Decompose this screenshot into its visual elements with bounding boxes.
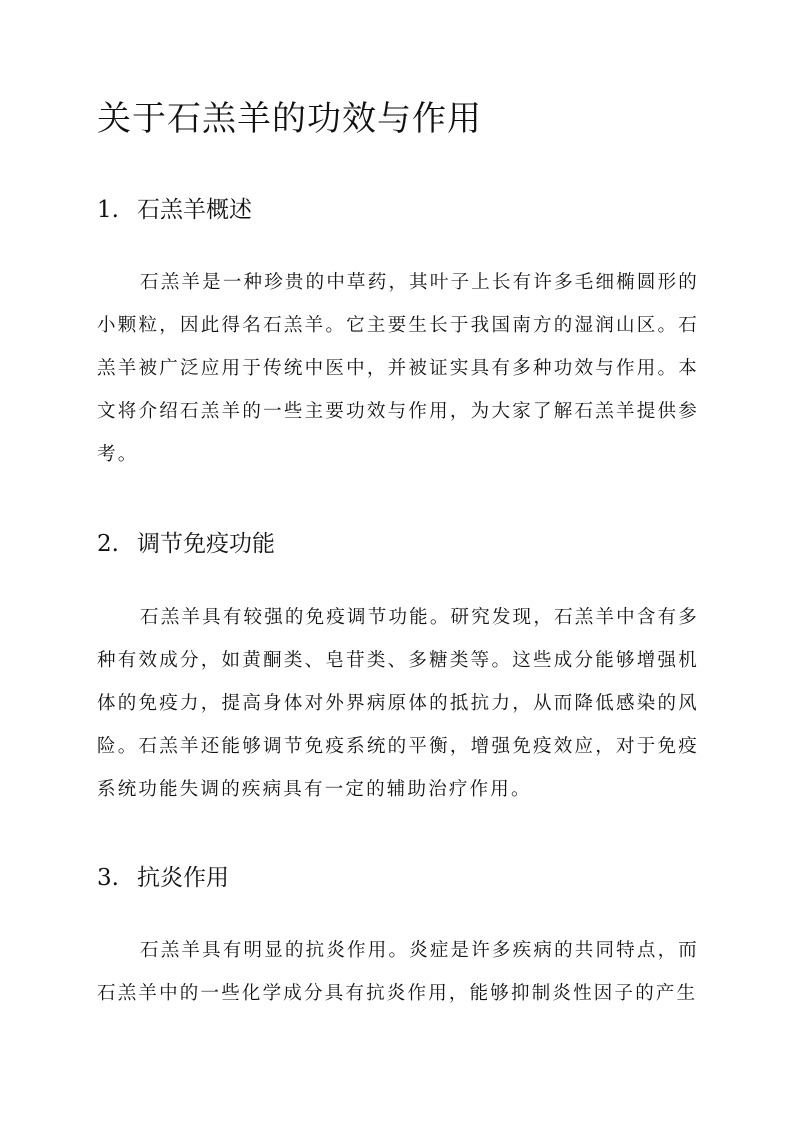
section-number: 2. [97,531,119,557]
section-heading-text: 抗炎作用 [137,865,229,891]
document-title: 关于石羔羊的功效与作用 [97,99,482,139]
section-number: 1. [97,197,119,223]
section-heading-1 [97,194,252,226]
section-paragraph-1: 石羔羊是一种珍贵的中草药，其叶子上长有许多毛细椭圆形的小颗粒，因此得名石羔羊。它主要生长于我国南方的湿润山区。石羔羊被广泛应用于传统中医中，并被证实具有多种功效与作用。本文将介绍石羔羊的一些主要功效与作用，为大家了解石羔羊提供参考。 [97,272,699,465]
section-heading-2 [97,528,275,560]
section-heading-3 [97,862,229,894]
section-paragraph-3: 石羔羊具有明显的抗炎作用。炎症是许多疾病的共同特点，而石羔羊中的一些化学成分具有抗炎作用，能够抑制炎性因子的产生 [97,940,699,1004]
section-heading-text: 调节免疫功能 [137,531,275,557]
section-heading-text: 石羔羊概述 [137,197,252,223]
section-number: 3. [97,865,119,891]
section-paragraph-2: 石羔羊具有较强的免疫调节功能。研究发现，石羔羊中含有多种有效成分，如黄酮类、皂苷类、多糖类等。这些成分能够增强机体的免疫力，提高身体对外界病原体的抵抗力，从而降低感染的风险。石羔羊还能够调节免疫系统的平衡，增强免疫效应，对于免疫系统功能失调的疾病具有一定的辅助治疗作用。 [97,607,699,800]
